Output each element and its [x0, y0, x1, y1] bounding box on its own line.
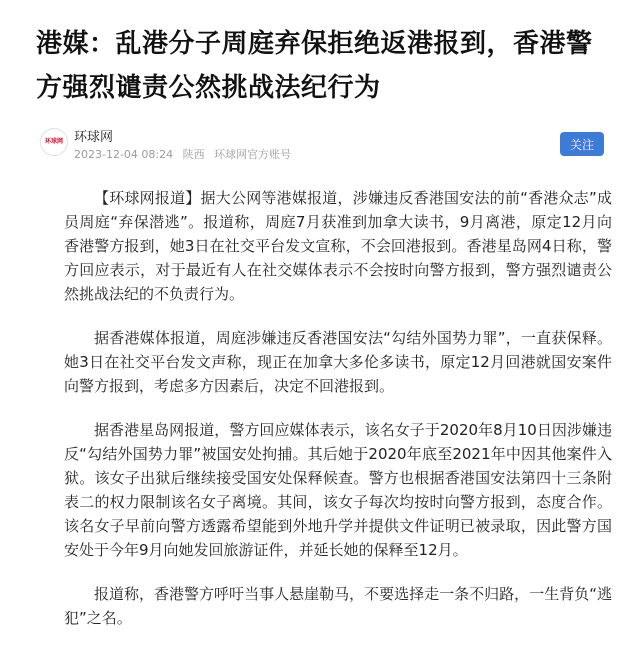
- article-body: [64, 186, 612, 630]
- publish-location: 陕西: [182, 148, 205, 161]
- publish-date: 2023-12-04 08:24: [74, 148, 174, 161]
- article-meta: [74, 146, 297, 162]
- source-avatar[interactable]: [40, 128, 68, 156]
- article-paragraph: 据香港星岛网报道，警方回应媒体表示，该名女子于2020年8月10日因涉嫌违反“勾结外国势力罪”被国安处拘捕。其后她于2020年底至2021年中因其他案件入狱。该女子出狱后继续接受国安处保释候查。警方也根据香港国安法第四十三条附表二的权力限制该名女子离境。其间，该女子每次均按时向警方报到，态度合作。该名女子早前向警方透露希望能到外地升学并提供文件证明已被录取，因此警方国安处于今年9月向她发回旅游证件，并延长她的保释至12月。: [64, 421, 612, 559]
- source-name[interactable]: 环球网: [74, 130, 114, 145]
- article-paragraph: 据香港媒体报道，周庭涉嫌违反香港国安法“勾结外国势力罪”，一直获保释。她3日在社交平台发文声称，现正在加拿大多伦多读书，原定12月回港就国安案件向警方报到，考虑多方因素后，决定不回港报到。: [64, 329, 612, 395]
- huanqiu-logo-icon: 环球网: [44, 138, 63, 145]
- source-bar: [40, 128, 610, 168]
- article-paragraph: 【环球网报道】据大公网等港媒报道，涉嫌违反香港国安法的前“香港众志”成员周庭“弃保潜逃”。报道称，周庭7月获准到加拿大读书，9月离港，原定12月向香港警方报到，她3日在社交平台发文宣称，不会回港报到。香港星岛网4日称，警方回应表示，对于最近有人在社交媒体表示不会按时向警方报到，警方强烈谴责公然挑战法纪的不负责行为。: [64, 189, 612, 303]
- article-headline: 港媒：乱港分子周庭弃保拒绝返港报到，香港警方强烈谴责公然挑战法纪行为: [36, 29, 593, 103]
- article-paragraph: 报道称，香港警方呼吁当事人悬崖勒马，不要选择走一条不归路，一生背负“逃犯”之名。: [64, 585, 612, 627]
- account-type: 环球网官方账号: [214, 148, 292, 161]
- follow-button[interactable]: 关注: [560, 132, 604, 156]
